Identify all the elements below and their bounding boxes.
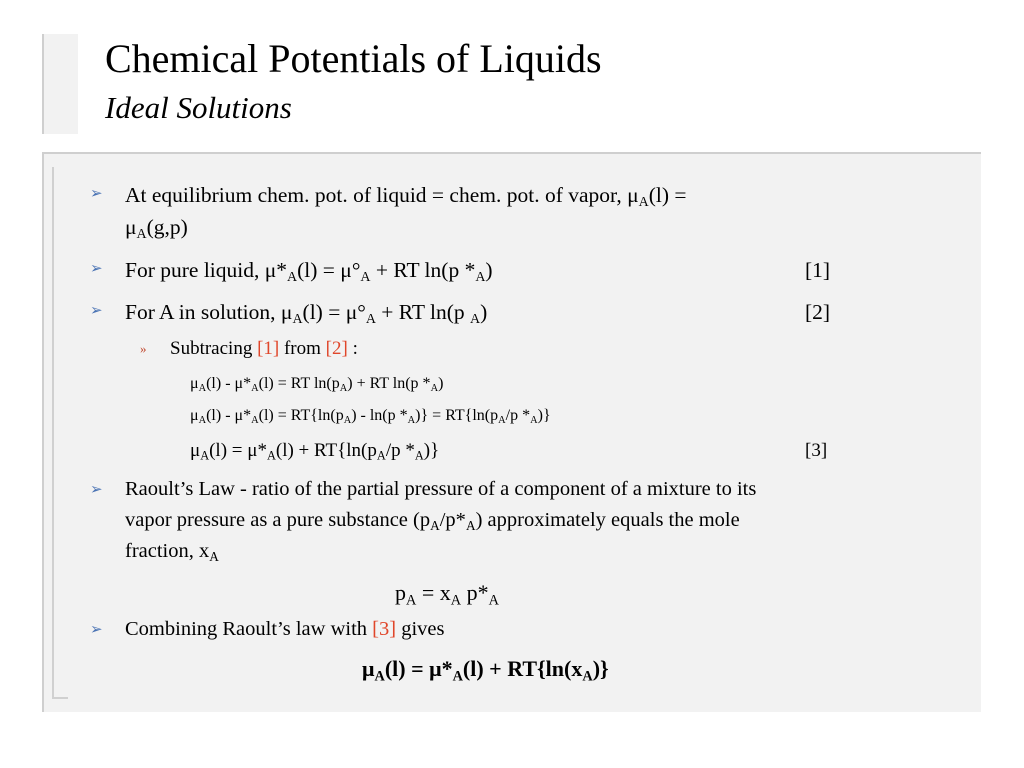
bullet-equilibrium-line1: At equilibrium chem. pot. of liquid = chem. pot. of vapor, $\mu_A(l)$ = [125, 183, 687, 211]
final-formula: $\mu_A(l) = \mu*_A(l) + RT\{\ln(x_A)\}$ [362, 656, 609, 685]
bullet-arrow-icon: ➢ [90, 261, 103, 277]
eq-number-3: [3] [805, 440, 828, 461]
ref-eq-3: [3] [372, 618, 397, 640]
bullet-arrow-icon: ➢ [90, 622, 103, 638]
bullet-arrow-icon: ➢ [90, 482, 103, 498]
bullet-pure-liquid: For pure liquid, $\mu*_A(l) = \mu^\circ_A$ + RT ln(p $*_A$) [125, 258, 493, 286]
bullet-combining: Combining Raoult’s law with [3] gives [125, 618, 445, 640]
bullet-raoult-line2: vapor pressure as a pure substance $(p_A/p*_A)$ approximately equals the mole [125, 509, 740, 533]
ref-eq-1: [1] [257, 338, 280, 359]
raoult-formula: $p_A = x_A$ $p*_A$ [395, 580, 499, 609]
bullet-arrow-icon: ➢ [90, 186, 103, 202]
bullet-equilibrium-line2: $\mu_A(g,p)$ [125, 215, 188, 243]
equation-line-3: $\mu_A(l) = \mu*_A(l) + RT\{\ln(p_A/p$ $*_A$)} [190, 440, 440, 463]
eq-number-1: [1] [805, 258, 831, 282]
bullet-raoult-line1: Raoult’s Law - ratio of the partial pressure of a component of a mixture to its [125, 478, 757, 500]
bullet-raoult-line3: fraction, $x_A$ [125, 540, 219, 564]
eq-number-2: [2] [805, 300, 831, 324]
slide-title: Chemical Potentials of Liquids [105, 36, 602, 81]
sub-bullet-icon: » [140, 341, 147, 356]
bullet-solution: For A in solution, $\mu_A(l) = \mu^\circ_A$ + RT ln(p $_A$) [125, 300, 488, 328]
slide-subtitle: Ideal Solutions [105, 90, 292, 125]
equation-line-2: $\mu_A(l) - \mu*_A(l) = RT\{\ln(p_A) - \ln(p$ $*_A)\} = RT\{\ln(p_A/p$ $*_A$)} [190, 407, 551, 427]
equation-line-1: $\mu_A(l) - \mu*_A(l)$ = RT $\ln(p_A)$ + RT ln(p $*_A$) [190, 375, 444, 395]
sub-bullet-subtracting: Subtracing [1] from [2] : [170, 338, 358, 359]
ref-eq-2: [2] [325, 338, 348, 359]
bullet-arrow-icon: ➢ [90, 303, 103, 319]
